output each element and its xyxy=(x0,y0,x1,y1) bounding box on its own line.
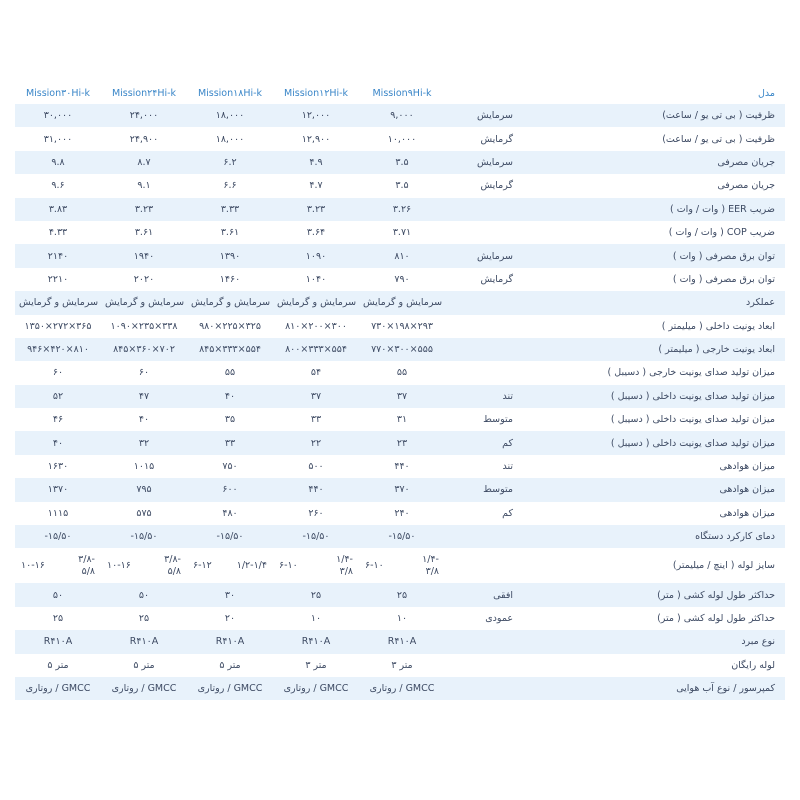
value-cell: ۳ متر xyxy=(305,659,327,671)
value-cell: ۳۷ xyxy=(359,385,445,408)
condition-cell: تند xyxy=(502,461,513,473)
value-cell: روتاری / GMCC xyxy=(359,677,445,700)
value-cell: ۵۴ xyxy=(310,367,322,379)
value-cell: ۲۰۲۰ xyxy=(133,273,155,285)
pipe-size-values xyxy=(363,554,441,578)
value-cell: سرمایش و گرمایش xyxy=(273,291,359,314)
value-cell: ۸۱۰×۲۰۰×۳۰۰ xyxy=(285,320,347,332)
table-row xyxy=(15,630,785,653)
value-cell: روتاری / GMCC xyxy=(15,677,101,700)
value-cell: ۵۰۰ xyxy=(308,461,324,473)
value-cell: ۳۷ xyxy=(273,385,359,408)
value-cell: ۱۰۹۰×۲۳۵×۳۳۸ xyxy=(110,320,178,332)
value-cell: ۲۵ xyxy=(138,613,150,624)
spec-label: ظرفیت ( بی تی یو / ساعت) xyxy=(662,133,775,145)
value-cell: ۳۳ xyxy=(187,431,273,454)
value-cell: روتاری / GMCC xyxy=(187,677,273,700)
value-cell: R۴۱۰A xyxy=(101,630,187,653)
value-cell: ۷۳۰×۱۹۸×۲۹۳ xyxy=(371,320,433,332)
spec-label: توان برق مصرفی ( وات ) xyxy=(672,273,775,285)
value-cell: ۱۰۴۰ xyxy=(305,273,327,285)
value-cell: ۴۰ xyxy=(15,431,101,454)
value-cell: سرمایش و گرمایش xyxy=(187,291,273,314)
value-cell: ۱۸,۰۰۰ xyxy=(215,133,245,145)
table-row xyxy=(15,385,785,408)
pipe-mm: ۶-۱۰ xyxy=(365,560,384,572)
pipe-size-cell xyxy=(187,548,273,583)
table-row xyxy=(15,268,785,291)
condition-cell xyxy=(445,291,531,314)
pipe-size-cell xyxy=(15,548,101,583)
spec-label: میزان هوادهی xyxy=(531,478,785,501)
pipe-inch-line1: ۳/۸- xyxy=(164,553,181,565)
header-spacer xyxy=(445,82,531,104)
value-cell: ۲۴,۰۰۰ xyxy=(101,104,187,127)
value-cell: R۴۱۰A xyxy=(15,630,101,653)
value-cell: ۹,۰۰۰ xyxy=(359,104,445,127)
value-cell: ۲۲ xyxy=(273,431,359,454)
table-row xyxy=(15,127,785,150)
pipe-size-values xyxy=(191,560,269,572)
spec-label: جریان مصرفی xyxy=(531,151,785,174)
value-cell: سرمایش و گرمایش xyxy=(101,291,187,314)
table-row xyxy=(15,291,785,314)
table-row xyxy=(15,431,785,454)
condition-cell xyxy=(445,654,531,677)
pipe-inch-line1: ۱/۴- xyxy=(336,553,353,565)
value-cell: ۳.۵ xyxy=(395,180,409,192)
value-cell: سرمایش و گرمایش xyxy=(359,291,445,314)
model-header: Mission۱۸Hi-k xyxy=(197,87,263,99)
table-row xyxy=(15,502,785,525)
value-cell: ۵۰ xyxy=(101,583,187,606)
value-cell: روتاری / GMCC xyxy=(273,677,359,700)
value-cell: ۳۰ xyxy=(187,583,273,606)
pipe-inch xyxy=(164,554,181,578)
value-cell: ۷۷۰×۳۰۰×۵۵۵ xyxy=(359,338,445,361)
pipe-inch-line1: ۱/۲-۱/۴ xyxy=(236,559,267,571)
value-cell: ۲۴۰ xyxy=(394,507,410,519)
value-cell: ۴۷ xyxy=(101,385,187,408)
value-cell: ۲۵ xyxy=(52,613,64,624)
value-cell: ۳.۶۱ xyxy=(220,227,240,239)
value-cell: ۴۴۰ xyxy=(273,478,359,501)
value-cell: ۹.۱ xyxy=(137,180,151,192)
value-cell: ۱۲,۰۰۰ xyxy=(273,104,359,127)
value-cell: ۴.۳۳ xyxy=(48,227,68,239)
condition-cell: عمودی xyxy=(485,613,513,624)
value-cell: ۹.۸ xyxy=(15,151,101,174)
condition-cell: گرمایش xyxy=(480,273,513,285)
value-cell: ۳۵ xyxy=(224,414,236,426)
value-cell: R۴۱۰A xyxy=(187,630,273,653)
spec-label: ابعاد یونیت داخلی ( میلیمتر ) xyxy=(661,320,775,332)
value-cell: ۲۰ xyxy=(224,613,236,624)
spec-label: حداکثر طول لوله کشی ( متر) xyxy=(531,583,785,606)
value-cell: ۵ متر xyxy=(133,659,155,671)
model-header: Mission۹Hi-k xyxy=(372,87,432,99)
spec-label: حداکثر طول لوله کشی ( متر) xyxy=(657,613,775,624)
value-cell: ۱۳۹۰ xyxy=(187,244,273,267)
table-row xyxy=(15,654,785,677)
value-cell: ۴۸۰ xyxy=(222,507,238,519)
spec-label: سایز لوله ( اینچ / میلیمتر) xyxy=(672,560,775,572)
value-cell: -۱۵/۵۰ xyxy=(101,525,187,548)
pipe-inch xyxy=(237,560,267,572)
value-cell: ۵۲ xyxy=(15,385,101,408)
value-cell: ۳۰,۰۰۰ xyxy=(15,104,101,127)
value-cell: ۲۳ xyxy=(359,431,445,454)
spec-label: جریان مصرفی xyxy=(717,180,775,192)
value-cell: ۴.۹ xyxy=(273,151,359,174)
value-cell: ۵۵ xyxy=(224,367,236,379)
value-cell: ۱۳۵۰×۲۷۲×۳۶۵ xyxy=(24,320,92,332)
value-cell: ۵۷۵ xyxy=(136,507,152,519)
spec-label: میزان تولید صدای یونیت خارجی ( دسیبل ) xyxy=(607,367,775,379)
condition-cell xyxy=(445,338,531,361)
value-cell: -۱۵/۵۰ xyxy=(187,525,273,548)
value-cell: ۲۲۱۰ xyxy=(47,273,69,285)
value-cell: ۴۰ xyxy=(138,414,150,426)
value-cell: سرمایش و گرمایش xyxy=(15,291,101,314)
table-row xyxy=(15,151,785,174)
table-row xyxy=(15,455,785,478)
spec-label: کمپرسور / نوع آب هوایی xyxy=(531,677,785,700)
value-cell: ۱۳۷۰ xyxy=(15,478,101,501)
value-cell: ۷۹۵ xyxy=(101,478,187,501)
spec-label: میزان تولید صدای یونیت داخلی ( دسیبل ) xyxy=(531,431,785,454)
table-row xyxy=(15,607,785,630)
pipe-inch-line2: ۳/۸ xyxy=(339,565,353,577)
condition-cell: متوسط xyxy=(483,414,513,426)
value-cell: ۶۰ xyxy=(52,367,64,379)
condition-cell: سرمایش xyxy=(445,151,531,174)
spec-label: توان برق مصرفی ( وات ) xyxy=(531,244,785,267)
condition-cell: سرمایش xyxy=(445,244,531,267)
value-cell: ۱۸,۰۰۰ xyxy=(187,104,273,127)
pipe-size-cell xyxy=(273,548,359,583)
table-row xyxy=(15,478,785,501)
pipe-size-values xyxy=(19,554,97,578)
value-cell: ۱۴۶۰ xyxy=(219,273,241,285)
spec-label: ظرفیت ( بی تی یو / ساعت) xyxy=(531,104,785,127)
condition-cell xyxy=(445,548,531,583)
value-cell: ۱۰۱۵ xyxy=(133,461,155,473)
model-header: Mission۲۴Hi-k xyxy=(111,87,177,99)
pipe-inch-line1: ۱/۴- xyxy=(422,553,439,565)
pipe-inch xyxy=(78,554,95,578)
value-cell: R۴۱۰A xyxy=(273,630,359,653)
pipe-size-cell xyxy=(101,548,187,583)
spec-label: لوله رایگان xyxy=(731,659,775,671)
value-cell: ۲۱۴۰ xyxy=(15,244,101,267)
condition-cell: کم xyxy=(502,507,513,519)
condition-cell xyxy=(445,361,531,384)
header-label: مدل xyxy=(758,87,775,99)
table-row xyxy=(15,525,785,548)
value-cell: R۴۱۰A xyxy=(359,630,445,653)
value-cell: ۸۱۰ xyxy=(359,244,445,267)
spec-table-body xyxy=(15,82,785,700)
value-cell: ۶.۶ xyxy=(223,180,237,192)
value-cell: ۳.۲۶ xyxy=(359,198,445,221)
condition-cell: کم xyxy=(445,431,531,454)
value-cell: ۹۴۶×۴۲۰×۸۱۰ xyxy=(15,338,101,361)
table-header-row xyxy=(15,82,785,104)
pipe-size-row xyxy=(15,548,785,583)
pipe-mm: ۶-۱۰ xyxy=(279,560,298,572)
value-cell: ۳۱,۰۰۰ xyxy=(43,133,73,145)
value-cell: ۳۲ xyxy=(101,431,187,454)
value-cell: ۲۵ xyxy=(273,583,359,606)
model-header: Mission۳۰Hi-k xyxy=(25,87,91,99)
condition-cell: تند xyxy=(445,385,531,408)
value-cell: ۳.۷۱ xyxy=(392,227,412,239)
value-cell: ۵ متر xyxy=(47,659,69,671)
value-cell: ۳.۵ xyxy=(359,151,445,174)
condition-cell xyxy=(445,221,531,244)
value-cell: ۹۸۰×۲۲۵×۳۲۵ xyxy=(199,320,261,332)
spec-table xyxy=(15,82,785,700)
pipe-mm: ۱۰-۱۶ xyxy=(21,560,45,572)
condition-cell xyxy=(445,677,531,700)
condition-cell xyxy=(445,198,531,221)
value-cell: ۹.۶ xyxy=(51,180,65,192)
value-cell: ۵۰ xyxy=(15,583,101,606)
table-row xyxy=(15,315,785,338)
spec-label: ضریب COP ( وات / وات ) xyxy=(668,227,775,239)
value-cell: -۱۵/۵۰ xyxy=(15,525,101,548)
value-cell: ۴۶ xyxy=(52,414,64,426)
pipe-size-cell xyxy=(359,548,445,583)
condition-cell: گرمایش xyxy=(480,133,513,145)
value-cell: ۶۰۰ xyxy=(187,478,273,501)
value-cell: ۱۰ xyxy=(310,613,322,624)
spec-label: عملکرد xyxy=(531,291,785,314)
condition-cell: متوسط xyxy=(445,478,531,501)
table-row xyxy=(15,677,785,700)
spec-label: میزان هوادهی xyxy=(719,507,775,519)
table-row xyxy=(15,244,785,267)
value-cell: ۳.۳۳ xyxy=(187,198,273,221)
spec-label: ضریب EER ( وات / وات ) xyxy=(531,198,785,221)
value-cell: -۱۵/۵۰ xyxy=(273,525,359,548)
pipe-inch-line2: ۵/۸ xyxy=(81,565,95,577)
value-cell: ۳.۶۱ xyxy=(134,227,154,239)
value-cell: ۱۰,۰۰۰ xyxy=(387,133,417,145)
value-cell: ۷۹۰ xyxy=(394,273,410,285)
value-cell: ۲۴,۹۰۰ xyxy=(129,133,159,145)
value-cell: ۱۰۹۰ xyxy=(273,244,359,267)
value-cell: ۸۴۵×۳۳۳×۵۵۴ xyxy=(187,338,273,361)
model-header: Mission۱۲Hi-k xyxy=(283,87,349,99)
table-row xyxy=(15,198,785,221)
pipe-inch-line1: ۳/۸- xyxy=(78,553,95,565)
value-cell: ۱۲,۹۰۰ xyxy=(301,133,331,145)
value-cell: ۱۹۴۰ xyxy=(101,244,187,267)
value-cell: ۵۵ xyxy=(396,367,408,379)
pipe-inch xyxy=(422,554,439,578)
condition-cell: سرمایش xyxy=(445,104,531,127)
value-cell: ۲۵ xyxy=(359,583,445,606)
value-cell: ۵ متر xyxy=(219,659,241,671)
value-cell: ۱۱۱۵ xyxy=(47,507,69,519)
value-cell: ۷۵۰ xyxy=(222,461,238,473)
pipe-size-values xyxy=(277,554,355,578)
value-cell: ۸۰۰×۳۳۳×۵۵۴ xyxy=(273,338,359,361)
value-cell: ۳ متر xyxy=(391,659,413,671)
condition-cell xyxy=(445,630,531,653)
table-row xyxy=(15,174,785,197)
value-cell: ۴۰ xyxy=(187,385,273,408)
value-cell: -۱۵/۵۰ xyxy=(359,525,445,548)
table-row xyxy=(15,583,785,606)
condition-cell: گرمایش xyxy=(480,180,513,192)
spec-label: ابعاد یونیت خارجی ( میلیمتر ) xyxy=(531,338,785,361)
value-cell: ۸.۷ xyxy=(101,151,187,174)
spec-label: نوع مبرد xyxy=(531,630,785,653)
value-cell: ۱۶۳۰ xyxy=(47,461,69,473)
pipe-inch-line2: ۵/۸ xyxy=(167,565,181,577)
value-cell: روتاری / GMCC xyxy=(101,677,187,700)
value-cell: ۶۰ xyxy=(138,367,150,379)
value-cell: ۳۷۰ xyxy=(359,478,445,501)
value-cell: ۳۳ xyxy=(310,414,322,426)
spec-label: میزان تولید صدای یونیت داخلی ( دسیبل ) xyxy=(610,414,775,426)
value-cell: ۳.۲۳ xyxy=(101,198,187,221)
value-cell: ۸۴۵×۳۶۰×۷۰۲ xyxy=(101,338,187,361)
value-cell: ۴۴۰ xyxy=(394,461,410,473)
value-cell: ۱۰ xyxy=(396,613,408,624)
condition-cell xyxy=(445,525,531,548)
table-row xyxy=(15,104,785,127)
condition-cell: افقی xyxy=(445,583,531,606)
value-cell: ۶.۲ xyxy=(187,151,273,174)
table-row xyxy=(15,408,785,431)
table-row xyxy=(15,338,785,361)
spec-label: میزان تولید صدای یونیت داخلی ( دسیبل ) xyxy=(531,385,785,408)
pipe-mm: ۶-۱۲ xyxy=(193,560,212,572)
value-cell: ۳.۶۴ xyxy=(306,227,326,239)
value-cell: ۳.۲۳ xyxy=(273,198,359,221)
value-cell: ۲۶۰ xyxy=(308,507,324,519)
condition-cell xyxy=(445,315,531,338)
table-row xyxy=(15,361,785,384)
value-cell: ۳.۸۳ xyxy=(15,198,101,221)
spec-label: میزان هوادهی xyxy=(719,461,775,473)
value-cell: ۳۱ xyxy=(396,414,408,426)
pipe-mm: ۱۰-۱۶ xyxy=(107,560,131,572)
value-cell: ۴.۷ xyxy=(309,180,323,192)
pipe-inch xyxy=(336,554,353,578)
pipe-inch-line2: ۳/۸ xyxy=(425,565,439,577)
pipe-size-values xyxy=(105,554,183,578)
spec-label: دمای کارکرد دستگاه xyxy=(531,525,785,548)
table-row xyxy=(15,221,785,244)
